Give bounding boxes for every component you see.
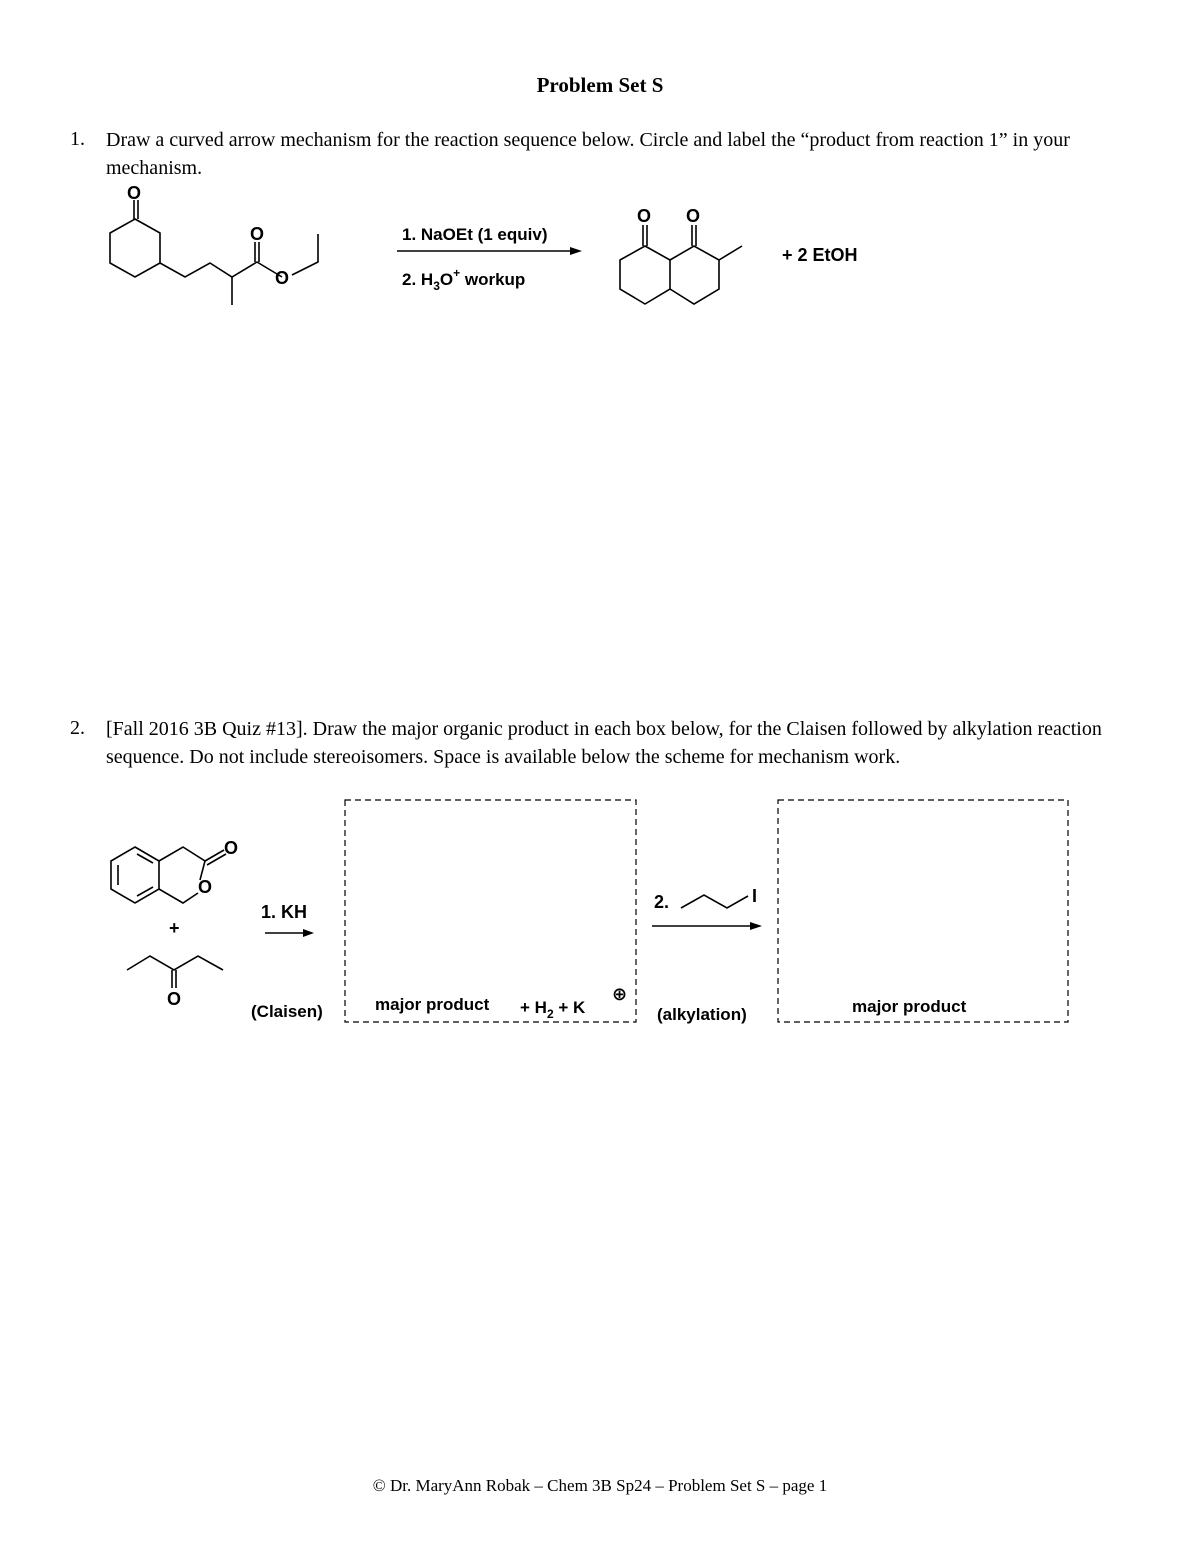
isochromanone	[111, 838, 238, 903]
question-2-number: 2.	[70, 717, 85, 739]
page-title: Problem Set S	[536, 73, 664, 97]
reagent-naoet: 1. NaOEt (1 equiv)	[402, 225, 548, 244]
answer-box-1[interactable]	[345, 800, 636, 1022]
plus-sign: +	[169, 918, 180, 938]
answer-box-2[interactable]	[778, 800, 1068, 1022]
atom-label-o: O	[198, 877, 213, 897]
atom-label-o: O	[637, 206, 652, 226]
atom-label-o: O	[686, 206, 701, 226]
alkylation-label: (alkylation)	[657, 1005, 747, 1024]
byproduct-etoh: + 2 EtOH	[782, 245, 858, 265]
question-2-text: [Fall 2016 3B Quiz #13]. Draw the major organic product in each box below, for the Claisen followed by alkylation reaction sequence. Do not include stereoisomers. Space is available below the scheme for mechanism work.	[106, 718, 1102, 768]
claisen-label: (Claisen)	[251, 1002, 323, 1021]
reagent-2-label: 2.	[654, 892, 670, 912]
question-1-text: Draw a curved arrow mechanism for the reaction sequence below. Circle and label the “product from reaction 1” in your mechanism.	[106, 129, 1070, 179]
atom-label-o: O	[275, 268, 290, 288]
page-footer: © Dr. MaryAnn Robak – Chem 3B Sp24 – Problem Set S – page 1	[372, 1476, 828, 1495]
box-2-label: major product	[852, 997, 967, 1016]
box-1-label: major product	[375, 995, 490, 1014]
arrow-head	[303, 929, 314, 937]
arrow-head	[750, 922, 762, 930]
atom-label-o: O	[250, 224, 265, 244]
pentanone	[127, 956, 223, 1009]
iodide-label: I	[752, 886, 758, 906]
atom-label-o: O	[127, 183, 142, 203]
reagent-h3o-workup: 2. $H_3O^+$ workup	[402, 266, 526, 293]
positive-charge: ⊕	[612, 984, 628, 1004]
question-1-number: 1.	[70, 128, 85, 150]
propyl-chain	[681, 895, 748, 908]
box-1-byproducts: + $H_2 + K$	[520, 998, 586, 1021]
atom-label-o: O	[224, 838, 239, 858]
atom-label-o: O	[167, 989, 182, 1009]
reagent-kh: 1. KH	[261, 902, 308, 922]
